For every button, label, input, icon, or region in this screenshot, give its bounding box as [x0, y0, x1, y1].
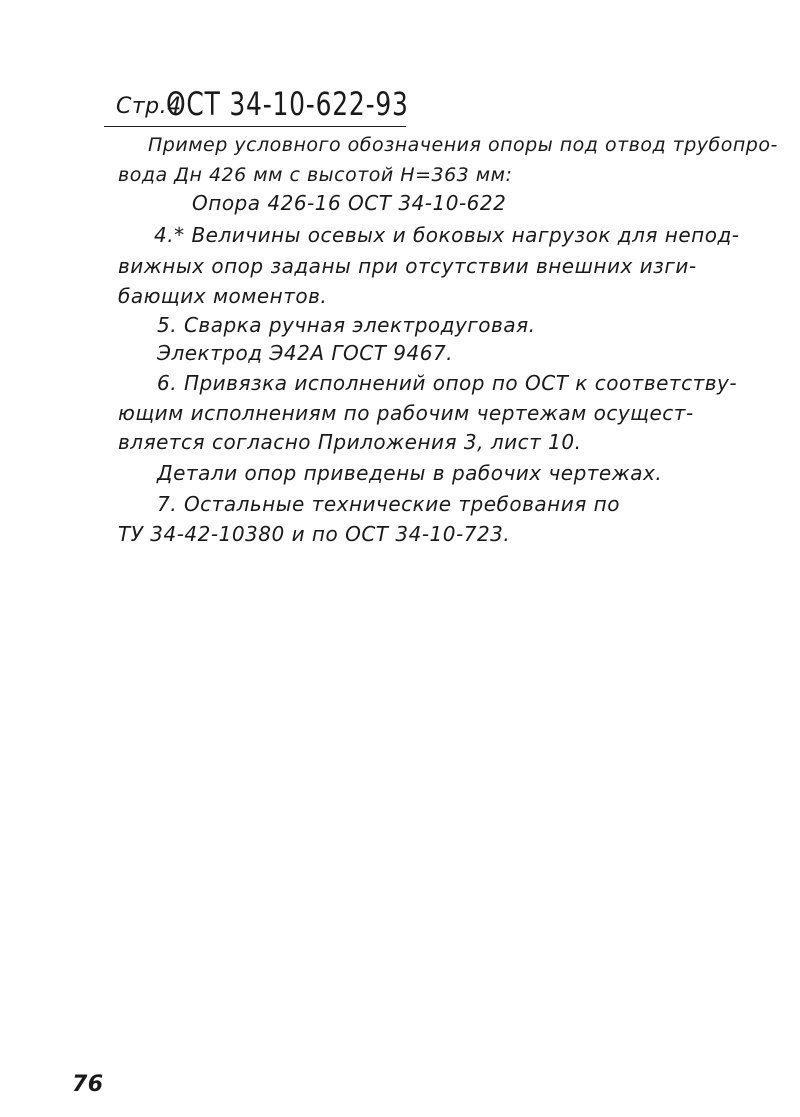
text-line-3: Опора 426-16 ОСТ 34-10-622	[192, 191, 507, 215]
text-line-4: 4.* Величины осевых и боковых нагрузок для непод-	[154, 223, 740, 247]
text-line-2: вода Дн 426 мм с высотой Н=363 мм:	[118, 164, 513, 186]
title-underline	[104, 126, 406, 127]
text-line-10: ющим исполнениям по рабочим чертежам осущест-	[118, 401, 694, 425]
page-prefix: Стр.4	[116, 94, 182, 119]
text-line-1: Пример условного обозначения опоры под отвод трубопро-	[148, 134, 778, 156]
text-line-9: 6. Привязка исполнений опор по ОСТ к соответству-	[157, 371, 738, 395]
text-line-8: Электрод Э42А ГОСТ 9467.	[157, 341, 454, 365]
page-number: 76	[72, 1072, 104, 1097]
text-line-12: Детали опор приведены в рабочих чертежах.	[157, 461, 663, 485]
text-line-14: ТУ 34-42-10380 и по ОСТ 34-10-723.	[118, 522, 511, 546]
text-line-6: бающих моментов.	[118, 284, 328, 308]
text-line-5: вижных опор заданы при отсутствии внешних изги-	[118, 254, 697, 278]
document-code: ОСТ 34-10-622-93	[166, 85, 409, 123]
text-line-11: вляется согласно Приложения 3, лист 10.	[118, 430, 582, 454]
text-line-7: 5. Сварка ручная электродуговая.	[157, 313, 536, 337]
text-line-13: 7. Остальные технические требования по	[157, 492, 620, 516]
